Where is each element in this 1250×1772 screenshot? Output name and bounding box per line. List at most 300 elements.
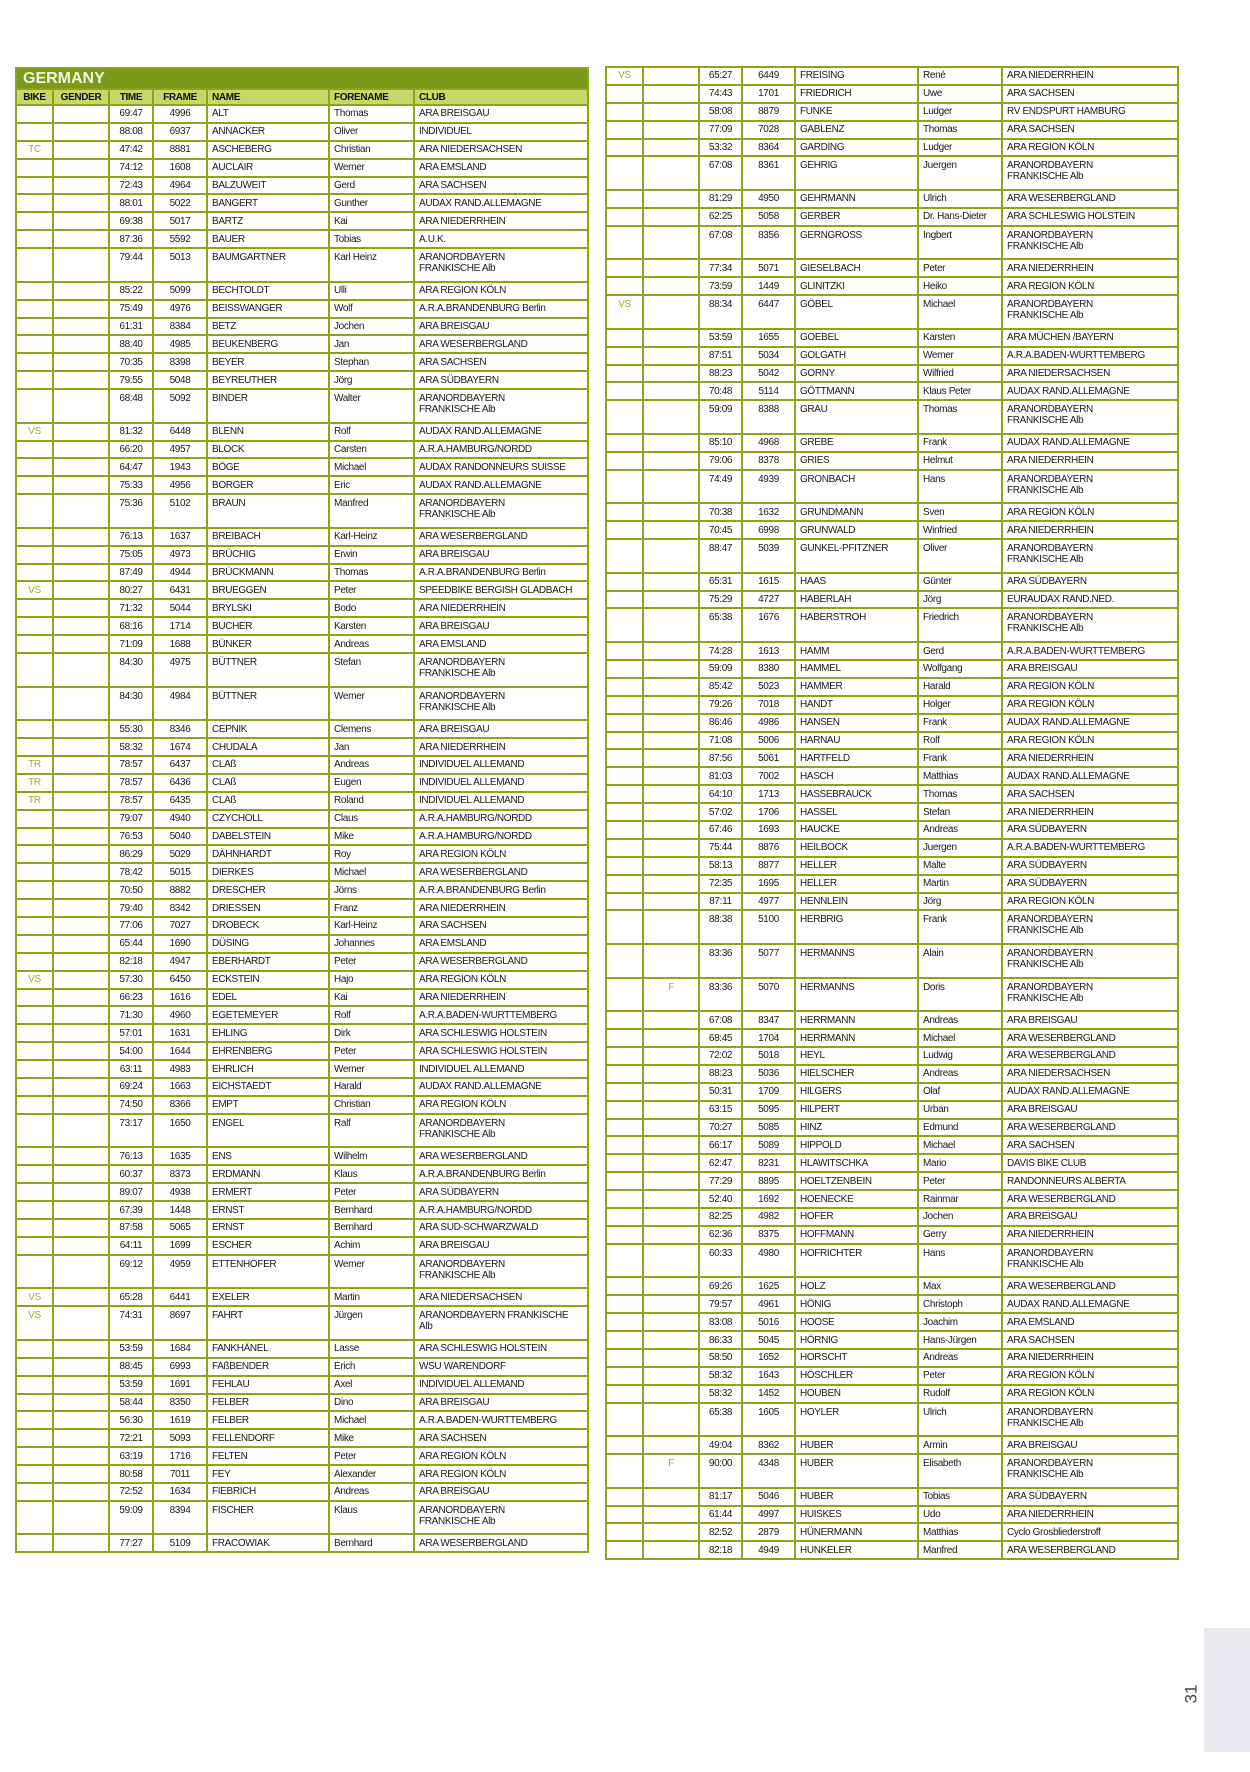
club-cell: A.R.A.BADEN-WURTTEMBERG bbox=[1002, 839, 1178, 857]
table-row bbox=[606, 893, 1178, 911]
table-row bbox=[16, 1288, 588, 1306]
frame-cell: 1449 bbox=[742, 277, 795, 295]
bike-cell bbox=[16, 1183, 53, 1201]
table-row bbox=[606, 714, 1178, 732]
bike-cell bbox=[606, 277, 643, 295]
frame-cell: 8364 bbox=[742, 139, 795, 157]
name-cell: BEYREUTHER bbox=[207, 371, 329, 389]
name-cell: BARTZ bbox=[207, 212, 329, 230]
gender-cell bbox=[643, 434, 699, 452]
forename-cell: Elisabeth bbox=[918, 1454, 1002, 1488]
bike-cell bbox=[16, 494, 53, 528]
gender-cell bbox=[643, 608, 699, 642]
club-cell: ARANORDBAYERN FRANKISCHE Alb bbox=[1002, 400, 1178, 434]
table-row bbox=[606, 1226, 1178, 1244]
table-row bbox=[16, 528, 588, 546]
time-cell: 66:17 bbox=[699, 1136, 742, 1154]
table-row bbox=[16, 458, 588, 476]
page-number: 31 bbox=[1181, 1684, 1201, 1704]
table-row bbox=[606, 85, 1178, 103]
club-cell: ARANORDBAYERN FRANKISCHE Alb bbox=[1002, 944, 1178, 978]
gender-cell bbox=[53, 389, 109, 423]
club-cell: ARA SÜDBAYERN bbox=[1002, 857, 1178, 875]
forename-cell: Gunther bbox=[329, 194, 414, 212]
gender-cell bbox=[53, 194, 109, 212]
frame-cell: 4980 bbox=[742, 1244, 795, 1278]
bike-cell bbox=[16, 564, 53, 582]
time-cell: 65:27 bbox=[699, 67, 742, 85]
club-cell: ARA WESERBERGLAND bbox=[414, 1147, 588, 1165]
gender-cell bbox=[643, 642, 699, 660]
gender-cell bbox=[643, 1436, 699, 1454]
club-cell: ARA BREISGAU bbox=[1002, 1208, 1178, 1226]
time-cell: 81:03 bbox=[699, 767, 742, 785]
name-cell: BÜTTNER bbox=[207, 653, 329, 687]
bike-cell bbox=[16, 1060, 53, 1078]
time-cell: 65:44 bbox=[109, 935, 153, 953]
name-cell: HERBRIG bbox=[795, 910, 918, 944]
gender-cell bbox=[643, 382, 699, 400]
frame-cell: 1701 bbox=[742, 85, 795, 103]
table-row bbox=[606, 434, 1178, 452]
gender-cell bbox=[643, 1541, 699, 1559]
forename-cell: Achim bbox=[329, 1237, 414, 1255]
forename-cell: Alain bbox=[918, 944, 1002, 978]
club-cell: ARA SACHSEN bbox=[1002, 1331, 1178, 1349]
club-cell: A.R.A.BADEN-WURTTEMBERG bbox=[1002, 642, 1178, 660]
frame-cell: 4975 bbox=[153, 653, 207, 687]
name-cell: HASSEL bbox=[795, 803, 918, 821]
club-cell: ARANORDBAYERN FRANKISCHE Alb bbox=[414, 494, 588, 528]
frame-cell: 8373 bbox=[153, 1165, 207, 1183]
bike-cell bbox=[16, 335, 53, 353]
forename-cell: Klaus bbox=[329, 1501, 414, 1535]
frame-cell: 5013 bbox=[153, 248, 207, 282]
gender-cell bbox=[53, 458, 109, 476]
gender-cell bbox=[53, 1114, 109, 1148]
time-cell: 87:58 bbox=[109, 1219, 153, 1237]
gender-cell bbox=[643, 347, 699, 365]
club-cell: ARANORDBAYERN FRANKISCHE Alb bbox=[1002, 295, 1178, 329]
bike-cell bbox=[606, 85, 643, 103]
bike-cell bbox=[606, 121, 643, 139]
club-cell: ARA BREISGAU bbox=[414, 546, 588, 564]
club-cell: ARA REGION KÖLN bbox=[1002, 277, 1178, 295]
gender-cell bbox=[53, 1411, 109, 1429]
frame-cell: 1943 bbox=[153, 458, 207, 476]
club-cell: ARA NIEDERRHEIN bbox=[1002, 452, 1178, 470]
frame-cell: 1625 bbox=[742, 1277, 795, 1295]
forename-cell: Peter bbox=[329, 581, 414, 599]
time-cell: 86:46 bbox=[699, 714, 742, 732]
forename-cell: Dirk bbox=[329, 1024, 414, 1042]
table-row bbox=[16, 1483, 588, 1501]
bike-cell bbox=[606, 329, 643, 347]
table-row bbox=[16, 300, 588, 318]
time-cell: 80:58 bbox=[109, 1465, 153, 1483]
name-cell: GEHRMANN bbox=[795, 190, 918, 208]
forename-cell: Heiko bbox=[918, 277, 1002, 295]
gender-cell bbox=[643, 732, 699, 750]
name-cell: FUNKE bbox=[795, 103, 918, 121]
time-cell: 81:29 bbox=[699, 190, 742, 208]
name-cell: ECKSTEIN bbox=[207, 971, 329, 989]
table-row bbox=[16, 720, 588, 738]
bike-cell: VS bbox=[16, 423, 53, 441]
forename-cell: Andreas bbox=[918, 1011, 1002, 1029]
table-row bbox=[606, 732, 1178, 750]
time-cell: 76:53 bbox=[109, 828, 153, 846]
frame-cell: 5592 bbox=[153, 230, 207, 248]
name-cell: BANGERT bbox=[207, 194, 329, 212]
bike-cell bbox=[606, 660, 643, 678]
forename-cell: Ulrich bbox=[918, 190, 1002, 208]
club-cell: ARA NIEDERRHEIN bbox=[414, 989, 588, 1007]
name-cell: BRYLSKI bbox=[207, 599, 329, 617]
bike-cell bbox=[606, 573, 643, 591]
name-cell: GOLGATH bbox=[795, 347, 918, 365]
bike-cell bbox=[606, 857, 643, 875]
forename-cell: Michael bbox=[918, 1029, 1002, 1047]
gender-cell bbox=[643, 1295, 699, 1313]
gender-cell bbox=[643, 785, 699, 803]
bike-cell bbox=[606, 803, 643, 821]
bike-cell bbox=[16, 123, 53, 141]
name-cell: HÖSCHLER bbox=[795, 1367, 918, 1385]
club-cell: ARANORDBAYERN FRANKISCHE Alb bbox=[1002, 608, 1178, 642]
forename-cell: Doris bbox=[918, 978, 1002, 1012]
bike-cell: VS bbox=[16, 581, 53, 599]
name-cell: HOFFMANN bbox=[795, 1226, 918, 1244]
time-cell: 57:02 bbox=[699, 803, 742, 821]
bike-cell bbox=[16, 738, 53, 756]
name-cell: CZYCHOLL bbox=[207, 810, 329, 828]
bike-cell bbox=[606, 1083, 643, 1101]
club-cell: ARA NIEDERRHEIN bbox=[414, 899, 588, 917]
club-cell: ARA NIEDERSACHSEN bbox=[1002, 1065, 1178, 1083]
forename-cell: Thomas bbox=[329, 105, 414, 123]
forename-cell: Helmut bbox=[918, 452, 1002, 470]
club-cell: ARANORDBAYERN FRANKISCHE Alb bbox=[1002, 1244, 1178, 1278]
club-cell: A.R.A.HAMBURG/NORDD bbox=[414, 1201, 588, 1219]
forename-cell: Udo bbox=[918, 1506, 1002, 1524]
gender-cell bbox=[53, 917, 109, 935]
forename-cell: Manfred bbox=[918, 1541, 1002, 1559]
bike-cell bbox=[606, 1154, 643, 1172]
frame-cell: 1714 bbox=[153, 617, 207, 635]
gender-cell bbox=[53, 528, 109, 546]
table-title-row bbox=[16, 68, 588, 89]
forename-cell: René bbox=[918, 67, 1002, 85]
club-cell: ARA SACHSEN bbox=[1002, 785, 1178, 803]
frame-cell: 5093 bbox=[153, 1429, 207, 1447]
club-cell: ARA WESERBERGLAND bbox=[1002, 1277, 1178, 1295]
forename-cell: Rolf bbox=[918, 732, 1002, 750]
frame-cell: 6448 bbox=[153, 423, 207, 441]
bike-cell bbox=[16, 687, 53, 721]
time-cell: 68:48 bbox=[109, 389, 153, 423]
frame-cell: 1615 bbox=[742, 573, 795, 591]
time-cell: 88:34 bbox=[699, 295, 742, 329]
forename-cell: Roland bbox=[329, 792, 414, 810]
gender-cell bbox=[53, 1340, 109, 1358]
frame-cell: 1706 bbox=[742, 803, 795, 821]
forename-cell: Wolfgang bbox=[918, 660, 1002, 678]
frame-cell: 8231 bbox=[742, 1154, 795, 1172]
table-row bbox=[606, 347, 1178, 365]
gender-cell bbox=[53, 1465, 109, 1483]
name-cell: BEYER bbox=[207, 353, 329, 371]
table-row bbox=[16, 1219, 588, 1237]
table-row bbox=[606, 156, 1178, 190]
time-cell: 71:08 bbox=[699, 732, 742, 750]
table-row bbox=[16, 1501, 588, 1535]
table-row bbox=[606, 749, 1178, 767]
club-cell: ARANORDBAYERN FRANKISCHE Alb bbox=[414, 1501, 588, 1535]
club-cell: ARANORDBAYERN FRANKISCHE Alb bbox=[414, 389, 588, 423]
gender-cell bbox=[53, 581, 109, 599]
frame-cell: 4983 bbox=[153, 1060, 207, 1078]
bike-cell bbox=[606, 591, 643, 609]
frame-cell: 4938 bbox=[153, 1183, 207, 1201]
table-row bbox=[606, 660, 1178, 678]
club-cell: ARA NIEDERRHEIN bbox=[1002, 803, 1178, 821]
forename-cell: Gerd bbox=[918, 642, 1002, 660]
time-cell: 58:13 bbox=[699, 857, 742, 875]
club-cell: ARANORDBAYERN FRANKISCHE Alb bbox=[1002, 470, 1178, 504]
frame-cell: 1693 bbox=[742, 821, 795, 839]
name-cell: HASCH bbox=[795, 767, 918, 785]
time-cell: 69:47 bbox=[109, 105, 153, 123]
bike-cell bbox=[606, 1385, 643, 1403]
bike-cell bbox=[606, 1047, 643, 1065]
name-cell: EICHSTAEDT bbox=[207, 1078, 329, 1096]
name-cell: BRUEGGEN bbox=[207, 581, 329, 599]
gender-cell bbox=[53, 881, 109, 899]
name-cell: GOEBEL bbox=[795, 329, 918, 347]
forename-cell: Peter bbox=[329, 1183, 414, 1201]
frame-cell: 4997 bbox=[742, 1506, 795, 1524]
forename-cell: Urban bbox=[918, 1101, 1002, 1119]
club-cell: AUDAX RAND.ALLEMAGNE bbox=[414, 1078, 588, 1096]
frame-cell: 1608 bbox=[153, 159, 207, 177]
bike-cell bbox=[16, 899, 53, 917]
table-row bbox=[16, 989, 588, 1007]
club-cell: ARA EMSLAND bbox=[414, 935, 588, 953]
bike-cell bbox=[16, 1534, 53, 1552]
table-row bbox=[16, 1042, 588, 1060]
club-cell: ARA BREISGAU bbox=[1002, 660, 1178, 678]
table-row bbox=[606, 503, 1178, 521]
forename-cell: Sven bbox=[918, 503, 1002, 521]
forename-cell: Kai bbox=[329, 989, 414, 1007]
frame-cell: 1643 bbox=[742, 1367, 795, 1385]
time-cell: 66:20 bbox=[109, 441, 153, 459]
gender-cell bbox=[53, 441, 109, 459]
forename-cell: Frank bbox=[918, 714, 1002, 732]
bike-cell bbox=[606, 1190, 643, 1208]
club-cell: ARA NIEDERSACHSEN bbox=[1002, 365, 1178, 383]
forename-cell: Hans bbox=[918, 470, 1002, 504]
gender-cell bbox=[53, 546, 109, 564]
bike-cell bbox=[16, 1340, 53, 1358]
gender-cell bbox=[643, 139, 699, 157]
table-row bbox=[16, 1078, 588, 1096]
table-row bbox=[16, 546, 588, 564]
forename-cell: Michael bbox=[918, 295, 1002, 329]
name-cell: HUISKES bbox=[795, 1506, 918, 1524]
name-cell: HAMMER bbox=[795, 678, 918, 696]
club-cell: AUDAX RAND.ALLEMAGNE bbox=[1002, 1083, 1178, 1101]
bike-cell bbox=[16, 845, 53, 863]
bike-cell bbox=[606, 539, 643, 573]
forename-cell: Andreas bbox=[918, 1349, 1002, 1367]
time-cell: 90:00 bbox=[699, 1454, 742, 1488]
club-cell: ARA NIEDERRHEIN bbox=[414, 599, 588, 617]
time-cell: 88:01 bbox=[109, 194, 153, 212]
club-cell: A.U.K. bbox=[414, 230, 588, 248]
club-cell: A.R.A.HAMBURG/NORDD bbox=[414, 810, 588, 828]
frame-cell: 1688 bbox=[153, 635, 207, 653]
club-cell: A.R.A.HAMBURG/NORDD bbox=[414, 828, 588, 846]
table-row bbox=[606, 1047, 1178, 1065]
name-cell: ERNST bbox=[207, 1201, 329, 1219]
table-row bbox=[16, 371, 588, 389]
name-cell: HAAS bbox=[795, 573, 918, 591]
club-cell: AUDAX RAND.ALLEMAGNE bbox=[1002, 767, 1178, 785]
forename-cell: Mike bbox=[329, 1429, 414, 1447]
bike-cell bbox=[606, 1119, 643, 1137]
club-cell: ARA REGION KÖLN bbox=[1002, 503, 1178, 521]
time-cell: 60:37 bbox=[109, 1165, 153, 1183]
club-cell: A.R.A.BRANDENBURG Berlin bbox=[414, 300, 588, 318]
name-cell: EXELER bbox=[207, 1288, 329, 1306]
bike-cell bbox=[606, 259, 643, 277]
gender-cell bbox=[53, 1096, 109, 1114]
forename-cell: Claus bbox=[329, 810, 414, 828]
table-row bbox=[606, 1244, 1178, 1278]
table-row bbox=[16, 845, 588, 863]
bike-cell bbox=[606, 749, 643, 767]
gender-cell bbox=[643, 1313, 699, 1331]
forename-cell: Friedrich bbox=[918, 608, 1002, 642]
forename-cell: Bernhard bbox=[329, 1219, 414, 1237]
frame-cell: 8350 bbox=[153, 1394, 207, 1412]
club-cell: ARA WESERBERGLAND bbox=[414, 863, 588, 881]
table-row bbox=[606, 803, 1178, 821]
table-row bbox=[606, 1277, 1178, 1295]
time-cell: 84:30 bbox=[109, 687, 153, 721]
bike-cell bbox=[606, 156, 643, 190]
table-row bbox=[606, 978, 1178, 1012]
bike-cell bbox=[606, 978, 643, 1012]
bike-cell bbox=[606, 1523, 643, 1541]
name-cell: HOYLER bbox=[795, 1403, 918, 1437]
gender-cell bbox=[643, 1190, 699, 1208]
frame-cell: 4959 bbox=[153, 1255, 207, 1289]
time-cell: 79:40 bbox=[109, 899, 153, 917]
gender-cell bbox=[643, 1029, 699, 1047]
bike-cell bbox=[606, 1136, 643, 1154]
time-cell: 64:11 bbox=[109, 1237, 153, 1255]
table-row bbox=[606, 1403, 1178, 1437]
time-cell: 76:13 bbox=[109, 1147, 153, 1165]
table-row bbox=[16, 810, 588, 828]
bike-cell bbox=[16, 389, 53, 423]
club-cell: ARA BREISGAU bbox=[1002, 1011, 1178, 1029]
club-cell: ARANORDBAYERN FRANKISCHE Alb bbox=[414, 248, 588, 282]
club-cell: ARA WESERBERGLAND bbox=[414, 335, 588, 353]
time-cell: 71:09 bbox=[109, 635, 153, 653]
forename-cell: Harald bbox=[918, 678, 1002, 696]
bike-cell bbox=[606, 839, 643, 857]
forename-cell: Jörg bbox=[918, 893, 1002, 911]
gender-cell bbox=[53, 720, 109, 738]
forename-cell: Karsten bbox=[329, 617, 414, 635]
time-cell: 86:29 bbox=[109, 845, 153, 863]
frame-cell: 7028 bbox=[742, 121, 795, 139]
name-cell: HAMM bbox=[795, 642, 918, 660]
table-row bbox=[606, 1208, 1178, 1226]
time-cell: 69:26 bbox=[699, 1277, 742, 1295]
time-cell: 88:40 bbox=[109, 335, 153, 353]
club-cell: ARA REGION KÖLN bbox=[1002, 678, 1178, 696]
table-row bbox=[606, 767, 1178, 785]
header-bike: BIKE bbox=[16, 89, 53, 105]
name-cell: HOENECKE bbox=[795, 1190, 918, 1208]
bike-cell bbox=[16, 1376, 53, 1394]
table-row bbox=[16, 318, 588, 336]
gender-cell bbox=[643, 893, 699, 911]
bike-cell bbox=[606, 1295, 643, 1313]
table-row bbox=[16, 159, 588, 177]
bike-cell bbox=[16, 1255, 53, 1289]
bike-cell bbox=[16, 441, 53, 459]
forename-cell: Hans-Jürgen bbox=[918, 1331, 1002, 1349]
frame-cell: 5034 bbox=[742, 347, 795, 365]
name-cell: GIESELBACH bbox=[795, 259, 918, 277]
time-cell: 88:38 bbox=[699, 910, 742, 944]
frame-cell: 6437 bbox=[153, 756, 207, 774]
gender-cell bbox=[643, 329, 699, 347]
time-cell: 67:08 bbox=[699, 1011, 742, 1029]
gender-cell bbox=[53, 318, 109, 336]
frame-cell: 6447 bbox=[742, 295, 795, 329]
time-cell: 88:45 bbox=[109, 1358, 153, 1376]
time-cell: 87:11 bbox=[699, 893, 742, 911]
frame-cell: 7011 bbox=[153, 1465, 207, 1483]
gender-cell bbox=[53, 1165, 109, 1183]
table-row bbox=[16, 141, 588, 159]
gender-cell bbox=[643, 67, 699, 85]
forename-cell: Peter bbox=[918, 1172, 1002, 1190]
club-cell: ARANORDBAYERN FRANKISCHE Alb bbox=[414, 1114, 588, 1148]
time-cell: 74:43 bbox=[699, 85, 742, 103]
club-cell: ARA NIEDERSACHSEN bbox=[414, 1288, 588, 1306]
frame-cell: 4957 bbox=[153, 441, 207, 459]
name-cell: GRAU bbox=[795, 400, 918, 434]
club-cell: ARA BREISGAU bbox=[414, 1237, 588, 1255]
time-cell: 67:39 bbox=[109, 1201, 153, 1219]
frame-cell: 4982 bbox=[742, 1208, 795, 1226]
gender-cell bbox=[643, 226, 699, 260]
club-cell: ARA REGION KÖLN bbox=[414, 1096, 588, 1114]
table-row bbox=[606, 539, 1178, 573]
name-cell: HOUBEN bbox=[795, 1385, 918, 1403]
club-cell: A.R.A.BRANDENBURG Berlin bbox=[414, 564, 588, 582]
club-cell: ARA SCHLESWIG HOLSTEIN bbox=[414, 1024, 588, 1042]
bike-cell bbox=[16, 617, 53, 635]
